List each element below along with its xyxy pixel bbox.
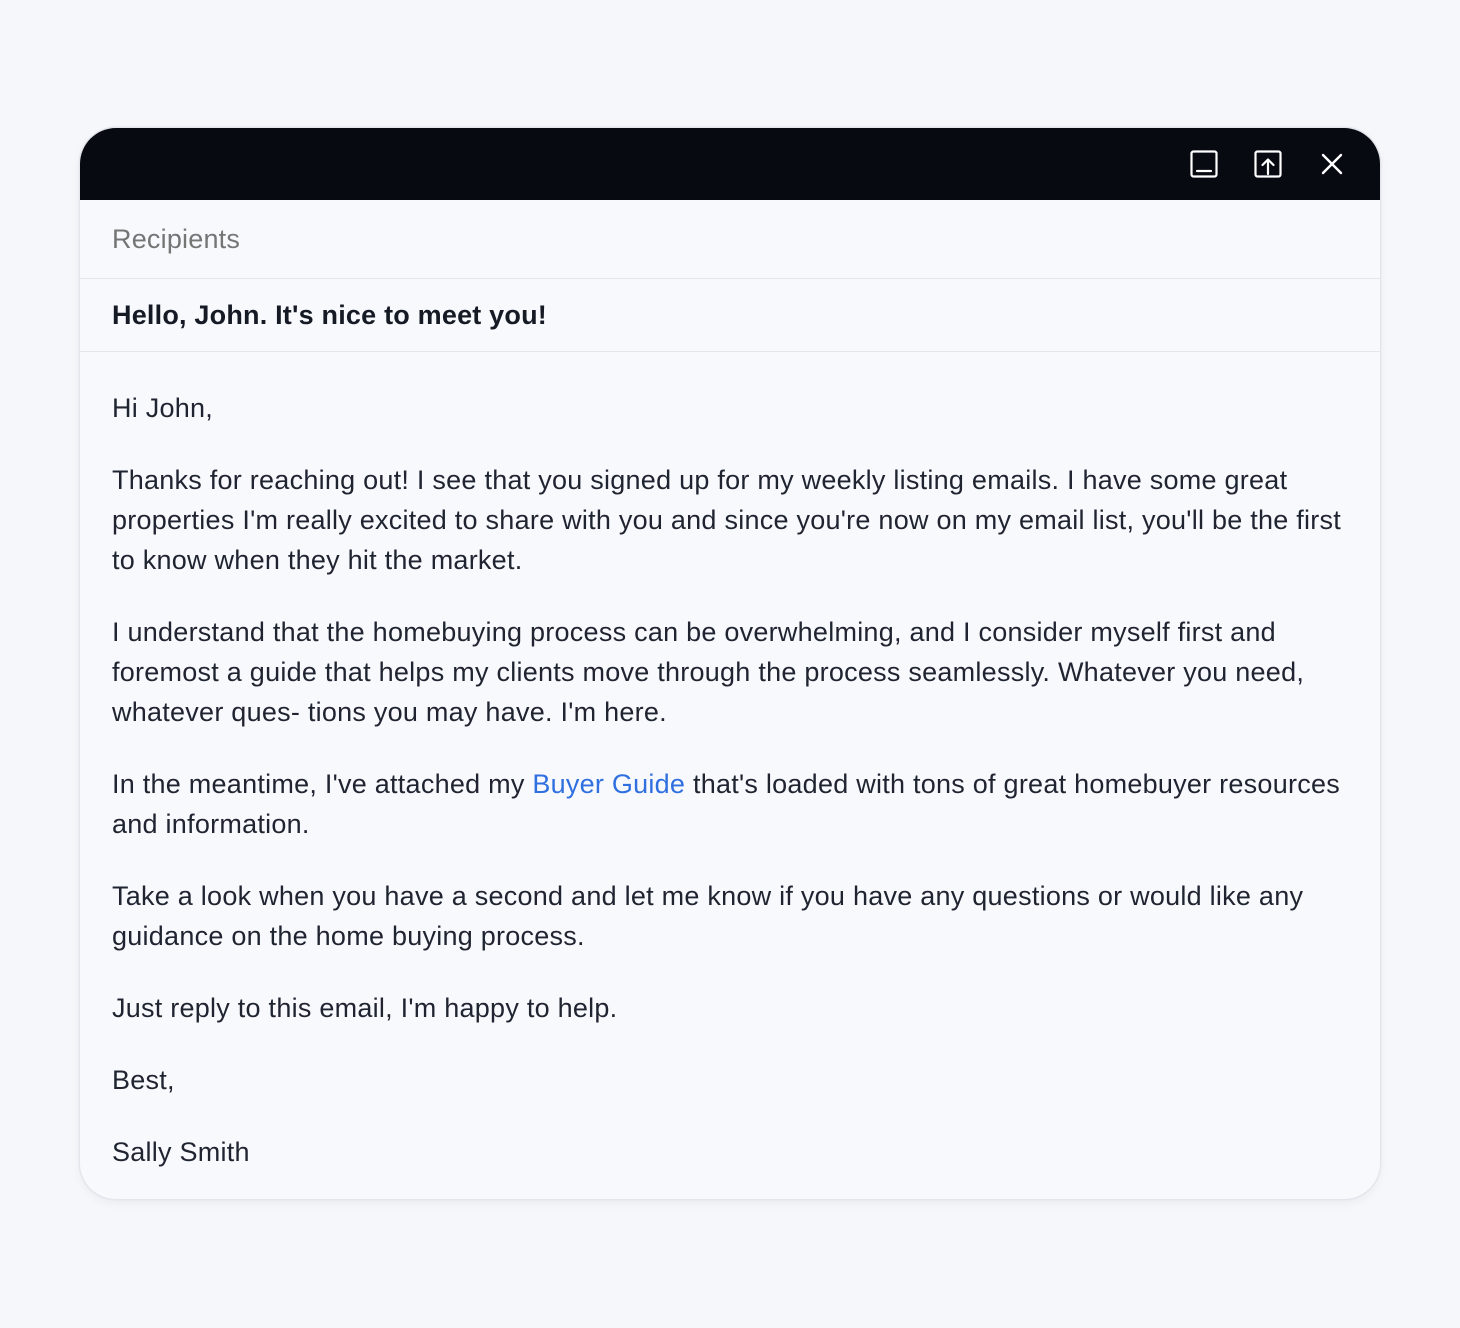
body-paragraph-5: Just reply to this email, I'm happy to help. [112, 993, 618, 1023]
popout-icon [1254, 150, 1282, 178]
body-greeting: Hi John, [112, 393, 214, 423]
subject-text: Hello, John. It's nice to meet you! [112, 299, 547, 330]
body-signature: Sally Smith [112, 1137, 250, 1167]
recipients-row [80, 200, 1380, 279]
body-paragraph-3 [112, 764, 1348, 844]
compose-titlebar [80, 128, 1380, 200]
popout-button[interactable] [1250, 146, 1286, 182]
body-paragraph-4: Take a look when you have a second and let me know if you have any questions or would like any guidance on the home buying process. [112, 881, 1304, 951]
compose-window [80, 128, 1380, 1199]
recipients-input[interactable] [112, 224, 1312, 255]
body-closing: Best, [112, 1065, 175, 1095]
body-paragraph-3-before: In the meantime, I've attached my [112, 769, 533, 799]
buyer-guide-link[interactable]: Buyer Guide [532, 769, 686, 799]
close-button[interactable] [1314, 146, 1350, 182]
subject-row[interactable] [80, 279, 1380, 352]
body-paragraph-1: Thanks for reaching out! I see that you signed up for my weekly listing emails. I have some great properties I'm really excited to share with you and since you're now on my email list, you'll be the first to know when they hit the market. [112, 465, 1342, 575]
body-paragraph-3-after: that's loaded with tons of great homebuyer resources and information. [112, 769, 1340, 839]
close-icon [1320, 152, 1344, 176]
email-body[interactable] [80, 352, 1380, 1172]
minimize-icon [1190, 150, 1218, 178]
minimize-button[interactable] [1186, 146, 1222, 182]
body-paragraph-2: I understand that the homebuying process can be overwhelming, and I consider myself first and foremost a guide that helps my clients move through the process seamlessly. Whatever you need, whatever ques- tions you may have. I'm here. [112, 617, 1305, 727]
